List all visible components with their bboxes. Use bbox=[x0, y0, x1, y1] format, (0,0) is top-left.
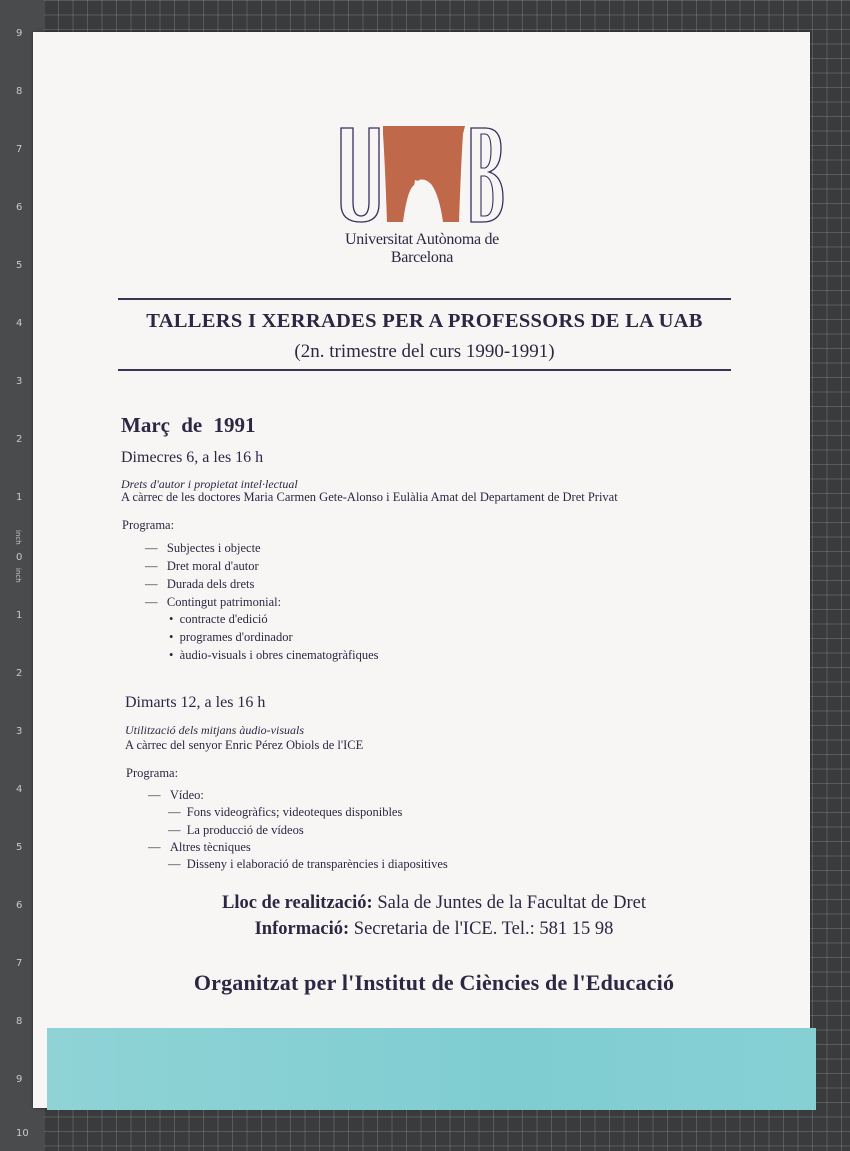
ruler-number: 9 bbox=[16, 1074, 23, 1085]
item-text: Subjectes i objecte bbox=[166, 541, 261, 555]
item-text: Contingut patrimonial: bbox=[166, 595, 282, 609]
ruler-number: 5 bbox=[16, 260, 23, 271]
ruler-number: 6 bbox=[16, 900, 23, 911]
ruler-number: 6 bbox=[16, 202, 23, 213]
bullet: • bbox=[169, 648, 174, 662]
item-text: Altres tècniques bbox=[169, 840, 251, 854]
ruler-number: 1 bbox=[16, 492, 23, 503]
item-text: Fons videogràfics; videoteques disponibles bbox=[186, 805, 403, 819]
ruler-number: 0 bbox=[16, 552, 23, 563]
teal-footer-band bbox=[47, 1028, 816, 1110]
dash: — bbox=[168, 857, 181, 871]
list-item bbox=[148, 788, 204, 803]
dash: — bbox=[168, 823, 181, 837]
ruler-number: 8 bbox=[16, 86, 23, 97]
session-2-program-label: Programa: bbox=[126, 766, 179, 780]
info-value: Secretaria de l'ICE. Tel.: 581 15 98 bbox=[353, 919, 614, 939]
list-item bbox=[168, 823, 304, 838]
university-name: Universitat Autònoma de Barcelona bbox=[345, 231, 499, 266]
dash: — bbox=[145, 559, 158, 573]
session-2-speakers: A càrrec del senyor Enric Pérez Obiols de l'ICE bbox=[125, 738, 364, 752]
item-text: Disseny i elaboració de transparències i diapositives bbox=[186, 857, 448, 871]
item-text: Vídeo: bbox=[169, 788, 204, 802]
list-item bbox=[148, 840, 251, 855]
item-text: àudio-visuals i obres cinematogràfiques bbox=[179, 648, 379, 662]
ruler-number: 2 bbox=[16, 668, 23, 679]
list-item bbox=[169, 630, 293, 645]
ruler-number: 4 bbox=[16, 318, 23, 329]
location-value: Sala de Juntes de la Facultat de Dret bbox=[377, 893, 646, 913]
dash: — bbox=[148, 788, 161, 802]
list-item bbox=[145, 595, 281, 610]
poster-subtitle: (2n. trimestre del curs 1990-1991) bbox=[294, 341, 555, 362]
session-1-program-label: Programa: bbox=[122, 518, 175, 532]
uab-logo bbox=[339, 124, 505, 226]
bullet: • bbox=[169, 612, 174, 626]
ruler-number: 7 bbox=[16, 958, 23, 969]
bottom-rule bbox=[118, 369, 731, 371]
item-text: La producció de vídeos bbox=[186, 823, 304, 837]
list-item bbox=[145, 541, 261, 556]
ruler-number: 9 bbox=[16, 28, 23, 39]
ruler-number: 10 bbox=[16, 1128, 29, 1139]
ruler-number: 4 bbox=[16, 784, 23, 795]
dash: — bbox=[148, 840, 161, 854]
item-text: contracte d'edició bbox=[179, 612, 268, 626]
location-line bbox=[100, 893, 768, 914]
dash: — bbox=[145, 577, 158, 591]
info-label: Informació: bbox=[254, 919, 350, 939]
ruler-number: 8 bbox=[16, 1016, 23, 1027]
location-label: Lloc de realització: bbox=[221, 893, 373, 913]
list-item bbox=[145, 577, 254, 592]
session-1-speakers: A càrrec de les doctores Maria Carmen Gete-Alonso i Eulàlia Amat del Departament de Dret Privat bbox=[121, 490, 618, 504]
month-heading: Març de 1991 bbox=[121, 413, 256, 437]
item-text: programes d'ordinador bbox=[179, 630, 293, 644]
info-line bbox=[100, 919, 768, 940]
ruler-number: 2 bbox=[16, 434, 23, 445]
list-item bbox=[145, 559, 259, 574]
list-item bbox=[169, 648, 379, 663]
dash: — bbox=[168, 805, 181, 819]
bullet: • bbox=[169, 630, 174, 644]
poster-title: TALLERS I XERRADES PER A PROFESSORS DE LA UAB bbox=[146, 310, 703, 332]
list-item bbox=[168, 805, 402, 820]
top-rule bbox=[118, 298, 731, 300]
dash: — bbox=[145, 595, 158, 609]
ruler-number: 3 bbox=[16, 726, 23, 737]
session-1-date: Dimecres 6, a les 16 h bbox=[121, 449, 264, 466]
ruler-unit-label: inch bbox=[14, 530, 22, 545]
list-item bbox=[168, 857, 448, 872]
item-text: Durada dels drets bbox=[166, 577, 255, 591]
item-text: Dret moral d'autor bbox=[166, 559, 259, 573]
ruler-number: 7 bbox=[16, 144, 23, 155]
ruler-unit-label: inch bbox=[14, 568, 22, 583]
dash: — bbox=[145, 541, 158, 555]
session-2-date: Dimarts 12, a les 16 h bbox=[125, 694, 266, 711]
ruler-number: 1 bbox=[16, 610, 23, 621]
ruler-number: 3 bbox=[16, 376, 23, 387]
organizer-line: Organitzat per l'Institut de Ciències de l'Educació bbox=[193, 970, 675, 995]
session-2-topic: Utilització dels mitjans àudio-visuals bbox=[125, 723, 304, 737]
ruler-number: 5 bbox=[16, 842, 23, 853]
list-item bbox=[169, 612, 268, 627]
session-1-topic: Drets d'autor i propietat intel·lectual bbox=[121, 477, 298, 491]
